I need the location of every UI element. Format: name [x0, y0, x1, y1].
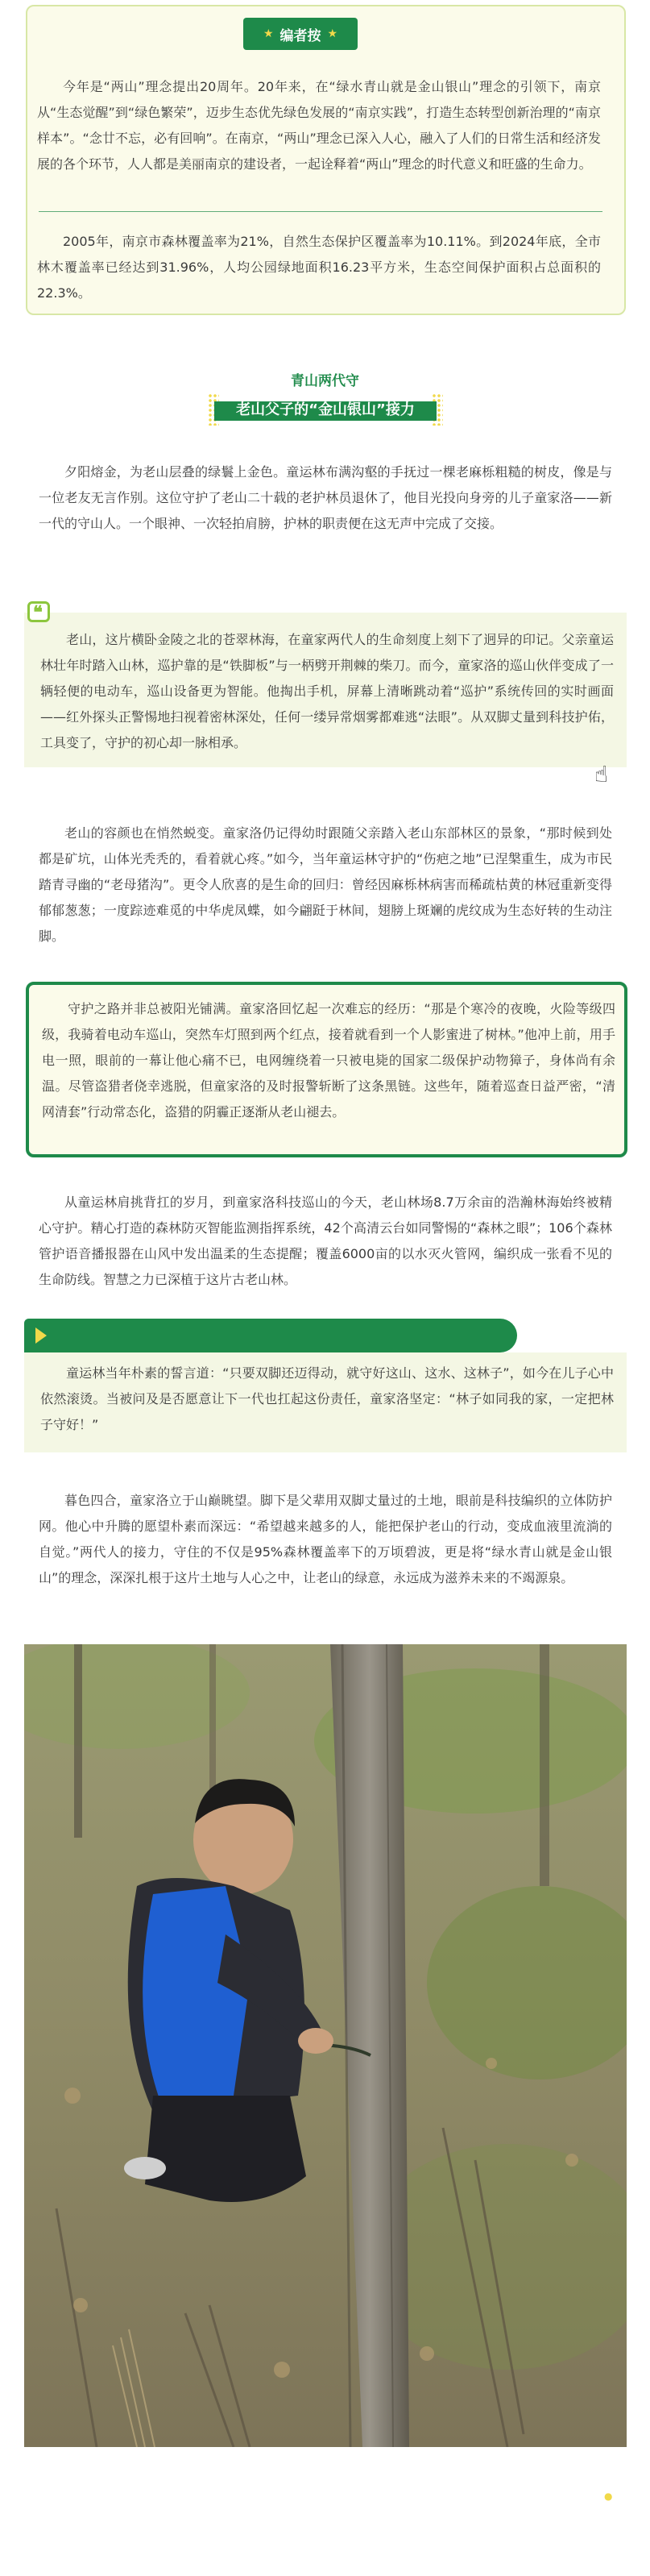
forest-ranger-photo: [24, 1644, 627, 2447]
divider: [39, 211, 602, 212]
section-title-banner: [208, 393, 443, 426]
photo-illustration: [24, 1644, 627, 2447]
tag-text: 童运林当年朴素的誓言道：“只要双脚还迈得动，就守好这山、这水、这林子”，如今在儿子心中依然滚烫。当被问及是否愿意让下一代也扛起这份责任，童家洛坚定：“林子如同我的家，一定把林子守好！”: [40, 1365, 614, 1432]
section-kicker: 青山两代守: [291, 373, 359, 389]
article-paragraph: 老山的容颜也在悄然蜕变。童家洛仍记得幼时跟随父亲踏入老山东部林区的景象，“那时候到处都是矿坑，山体光秃秃的，看着就心疼。”如今，当年童运林守护的“伤疤之地”已涅槃重生，成为市民踏青寻幽的“老母猪沟”。更令人欣喜的是生命的回归：曾经因麻栎林病害而稀疏枯黄的林冠重新变得郁郁葱葱；一度踪迹难觅的中华虎凤蝶，如今翩跹于林间，翅膀上斑斓的虎纹成为生态好转的生动注脚。: [39, 825, 612, 944]
star-icon: ★: [263, 27, 274, 40]
star-icon: ★: [327, 27, 338, 40]
editor-note-paragraph: 今年是“两山”理念提出20周年。20年来，在“绿水青山就是金山银山”理念的引领下，南京从“生态觉醒”到“绿色繁荣”，迈步生态优先绿色发展的“南京实践”，打造生态转型创新治理的“南京样本”。“念廿不忘，必有回响”。在南京，“两山”理念已深入人心，融入了人们的日常生活和经济发展的各个环节，人人都是美丽南京的建设者，一起诠释着“两山”理念的时代意义和旺盛的生命力。: [37, 79, 601, 172]
article-paragraph: 从童运林肩挑背扛的岁月，到童家洛科技巡山的今天，老山林场8.7万余亩的浩瀚林海始终被精心守护。精心打造的森林防灭智能监测指挥系统，42个高清云台如同警惕的“森林之眼”；106个森林管护语音播报器在山风中发出温柔的生态提醒；覆盖6000亩的以水灭火管网，编织成一张看不见的生命防线。智慧之力已深植于这片古老山林。: [39, 1195, 612, 1287]
tag-bar: [24, 1319, 517, 1352]
decorative-dot: ●: [604, 2491, 613, 2502]
editor-note-paragraph: 2005年，南京市森林覆盖率为21%，自然生态保护区覆盖率为10.11%。到2024年底，全市林木覆盖率已经达到31.96%，人均公园绿地面积16.23平方米，生态空间保护面积占总面积的22.3%。: [37, 234, 601, 301]
quote-text: 老山，这片横卧金陵之北的苍翠林海，在童家两代人的生命刻度上刻下了迥异的印记。父亲童运林壮年时踏入山林，巡护靠的是“铁脚板”与一柄劈开荆棘的柴刀。而今，童家洛的巡山伙伴变成了一辆轻便的电动车，巡山设备更为智能。他掏出手机，屏幕上清晰跳动着“巡护”系统传回的实时画面——红外探头正警惕地扫视着密林深处，任何一缕异常烟雾都难逃“法眼”。从双脚丈量到科技护佑，工具变了，守护的初心却一脉相承。: [40, 632, 614, 750]
article-paragraph: 夕阳熔金，为老山层叠的绿鬟上金色。童运林布满沟壑的手抚过一棵老麻栎粗糙的树皮，像是与一位老友无言作别。这位守护了老山二十载的老护林员退休了，他目光投向身旁的儿子童家洛——新一代的守山人。一个眼神、一次轻拍肩膀，护林的职责便在这无声中完成了交接。: [39, 464, 612, 531]
pointing-hand-icon: ☝: [594, 761, 609, 787]
article-paragraph: 暮色四合，童家洛立于山巅眺望。脚下是父辈用双脚丈量过的土地，眼前是科技编织的立体防护网。他心中升腾的愿望朴素而深远：“希望越来越多的人，能把保护老山的行动，变成血液里流淌的自觉。”两代人的接力，守住的不仅是95%森林覆盖率下的万顷碧波，更是将“绿水青山就是金山银山”的理念，深深扎根于这片土地与人心之中，让老山的绿意，永远成为滋养未来的不竭源泉。: [39, 1493, 612, 1585]
quote-icon: ❝: [27, 601, 50, 622]
highlight-text: 守护之路并非总被阳光铺满。童家洛回忆起一次难忘的经历：“那是个寒冷的夜晚，火险等级四级，我骑着电动车巡山，突然车灯照到两个红点，接着就看到一个人影蜜进了树林。”他冲上前，用手电一照，眼前的一幕让他心痛不已，电网缠绕着一只被电毙的国家二级保护动物獐子，身体尚有余温。尽管盗猎者侥幸逃脱，但童家洛的及时报警斩断了这条黑链。这些年，随着巡查日益严密，“清网清套”行动常态化，盗猎的阴霾正逐渐从老山褪去。: [42, 1001, 615, 1120]
editor-note-badge: [243, 18, 358, 50]
arrow-icon: [35, 1327, 47, 1344]
section-title: 老山父子的“金山银山”接力: [236, 401, 415, 418]
editor-note-label: 编者按: [279, 27, 321, 44]
